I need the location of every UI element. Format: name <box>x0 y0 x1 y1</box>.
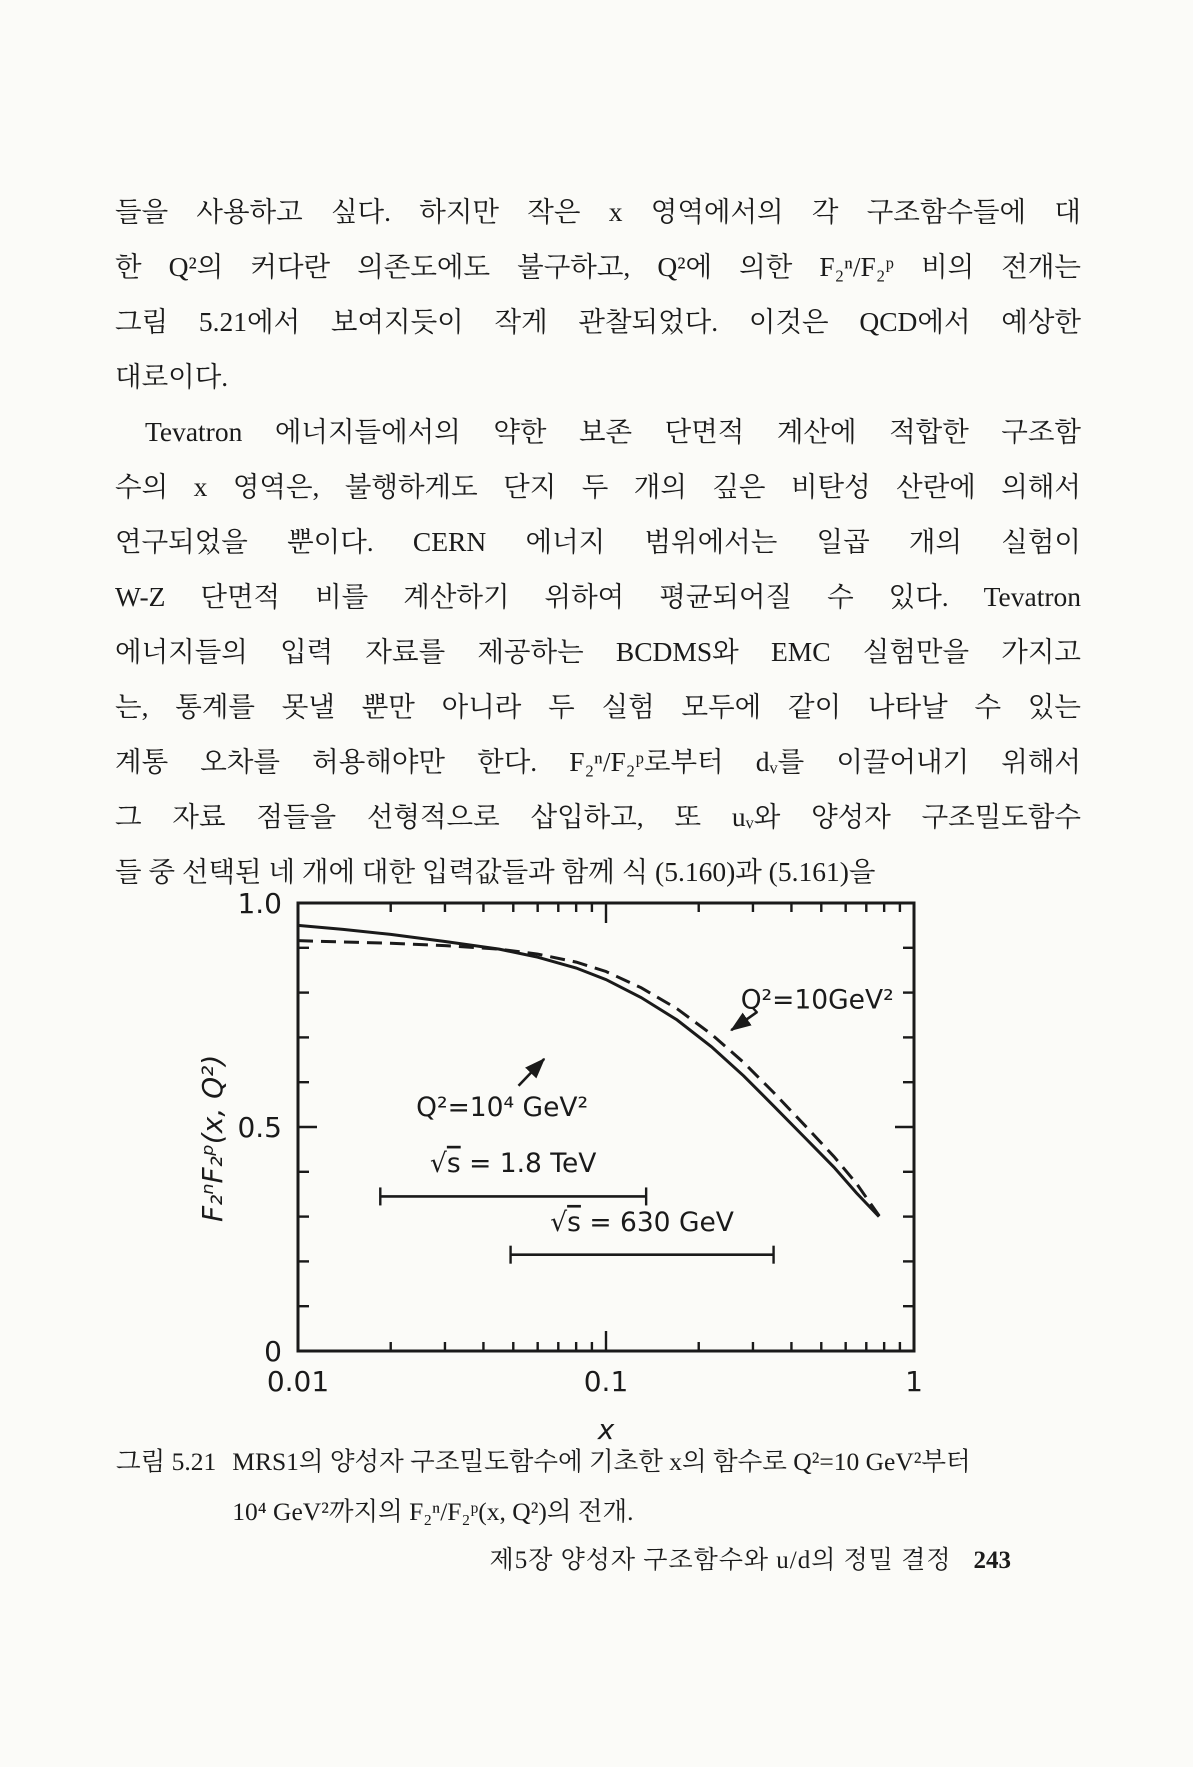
text-line: 는, 통계를 못낼 뿐만 아니라 두 실험 모두에 같이 나타날 수 있는 <box>115 691 1081 722</box>
text-line: 그 자료 점들을 선형적으로 삽입하고, 또 uᵥ와 양성자 구조밀도함수 <box>115 801 1081 832</box>
range-bar-label: √s = 1.8 TeV <box>429 1147 597 1179</box>
text-line: 에너지들의 입력 자료를 제공하는 BCDMS와 EMC 실험만을 가지고 <box>115 636 1081 667</box>
range-bar-label: √s = 630 GeV <box>550 1206 734 1238</box>
x-tick-label: 1 <box>905 1365 923 1398</box>
text-line: 계통 오차를 허용해야만 한다. F₂ⁿ/F₂ᵖ로부터 dᵥ를 이끌어내기 위해서 <box>115 746 1081 777</box>
figure-caption-line: MRS1의 양성자 구조밀도함수에 기초한 x의 함수로 Q²=10 GeV²부터 <box>232 1447 971 1476</box>
annotation-label: Q²=10⁴ GeV² <box>416 1091 589 1123</box>
figure-caption <box>116 1437 1082 1537</box>
page-footer <box>490 1540 1011 1576</box>
text-line: W-Z 단면적 비를 계산하기 위하여 평균되어질 수 있다. Tevatron <box>115 581 1081 612</box>
figure-caption-line: 10⁴ GeV²까지의 F₂ⁿ/F₂ᵖ(x, Q²)의 전개. <box>232 1497 634 1526</box>
figure-caption-label: 그림 5.21 <box>116 1447 217 1476</box>
text-line: 대로이다. <box>115 361 229 392</box>
text-line: 수의 x 영역은, 불행하게도 단지 두 개의 깊은 비탄성 산란에 의해서 <box>115 471 1081 502</box>
x-tick-label: 0.01 <box>266 1365 330 1398</box>
text-line: 들 중 선택된 네 개에 대한 입력값들과 함께 식 (5.160)과 (5.161)을 <box>115 856 876 887</box>
footer-page-number: 243 <box>973 1547 1011 1574</box>
annotation-label: Q²=10GeV² <box>740 984 894 1016</box>
text-line: 연구되었을 뿐이다. CERN 에너지 범위에서는 일곱 개의 실험이 <box>115 526 1081 557</box>
text-line: 들을 사용하고 싶다. 하지만 작은 x 영역에서의 각 구조함수들에 대 <box>115 196 1081 227</box>
text-line: 그림 5.21에서 보여지듯이 작게 관찰되었다. 이것은 QCD에서 예상한 <box>115 306 1081 337</box>
text-line: 한 Q²의 커다란 의존도에도 불구하고, Q²에 의한 F₂ⁿ/F₂ᵖ 비의 전개는 <box>115 251 1081 282</box>
footer-chapter: 제5장 양성자 구조함수와 u/d의 정밀 결정 <box>489 1547 952 1574</box>
y-axis-label: F₂ⁿF₂ᵖ(x, Q²) <box>196 1054 229 1222</box>
y-tick-label: 0.5 <box>237 1111 282 1144</box>
x-axis-label: x <box>597 1413 615 1446</box>
figure-caption-text <box>232 1437 1082 1537</box>
x-tick-label: 0.1 <box>583 1365 629 1398</box>
text-line: Tevatron 에너지들에서의 약한 보존 단면적 계산에 적합한 구조함 <box>145 416 1081 447</box>
y-tick-label: 1.0 <box>237 887 282 920</box>
y-tick-label: 0 <box>264 1335 282 1368</box>
annotation-arrow <box>519 1059 545 1086</box>
